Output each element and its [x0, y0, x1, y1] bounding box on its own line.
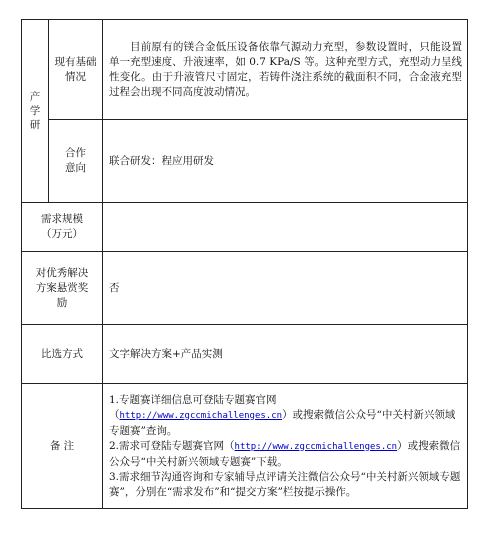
selection-label: 比选方式 [22, 325, 103, 384]
section-vertical-label: 产 学 研 [29, 91, 41, 131]
row-selection [22, 325, 468, 384]
remarks-label: 备 注 [22, 384, 103, 509]
official-site-link[interactable]: http://www.zgccmichallenges.cn [119, 410, 283, 421]
current-status-label: 现有基础情况 [49, 20, 103, 120]
section-label-cell [22, 20, 49, 203]
row-cooperation [22, 120, 468, 203]
demand-scale-label: 需求规模（万元） [22, 203, 103, 252]
row-current-status [22, 20, 468, 120]
requirement-form-table [21, 19, 468, 509]
remarks-cell [103, 384, 468, 509]
remark-3: 3.需求细节沟通咨询和专家辅导点评请关注微信公众号“中关村新兴领域专题赛”，分别在“需求发布”和“提交方案”栏按提示操作。 [109, 470, 461, 498]
cooperation-value: 联合研发：程应用研发 [103, 120, 468, 203]
remark-2: 2.需求可登陆专题赛官网（http://www.zgccmichallenges.cn）或搜索微信公众号“中关村新兴领域专题赛”下载。 [109, 439, 461, 468]
selection-value: 文字解决方案+产品实测 [103, 325, 468, 384]
demand-scale-value [103, 203, 468, 252]
current-status-text-cell [103, 20, 468, 120]
reward-value: 否 [103, 252, 468, 325]
row-demand-scale [22, 203, 468, 252]
official-site-link-2[interactable]: http://www.zgccmichallenges.cn [234, 441, 398, 452]
row-reward [22, 252, 468, 325]
row-remarks [22, 384, 468, 509]
reward-label: 对优秀解决方案悬赏奖励 [22, 252, 103, 325]
remark-1: 1.专题赛详细信息可登陆专题赛官网 （http://www.zgccmichallenges.cn）或搜索微信公众号“中关村新兴领域专题赛”查询。 [109, 393, 456, 437]
current-status-text: 目前原有的镁合金低压设备依靠气源动力充型，参数设置时，只能设置单一充型速度、升液速率，如 0.7 KPa/S 等。这种充型方式，充型动力呈线性变化。由于升液管尺寸固定，若铸件浇注系统的截面积不同，合金液充型过程会出现不同高度波动情况。 [109, 40, 462, 98]
cooperation-label: 合作意向 [49, 120, 103, 203]
